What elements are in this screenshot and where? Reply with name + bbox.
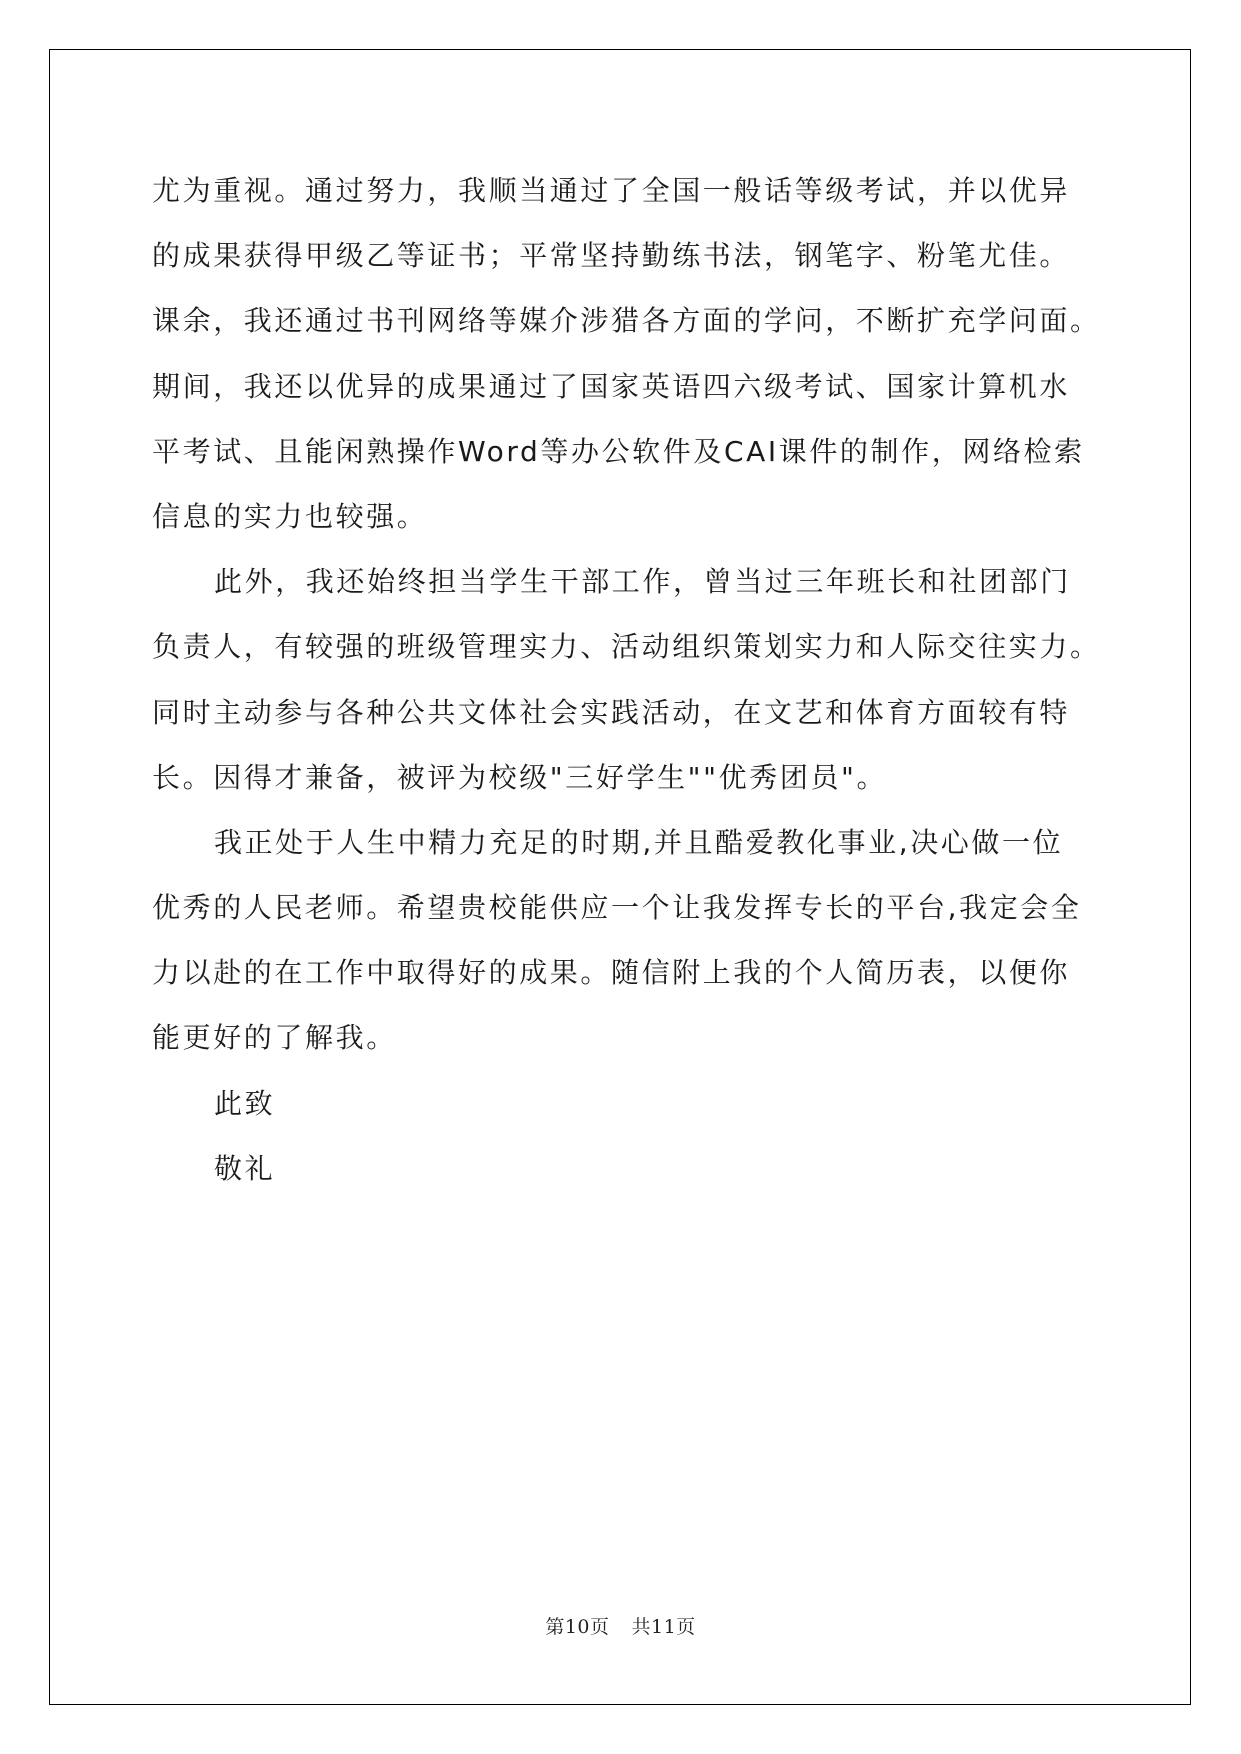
page-total: 共11页 [631,1616,696,1638]
text-line: 同时主动参与各种公共文体社会实践活动，在文艺和体育方面较有特 [152,695,1071,729]
closing-regards: 敬礼 [214,1151,276,1185]
text-line: 的成果获得甲级乙等证书；平常坚持勤练书法，钢笔字、粉笔尤佳。 [152,239,1071,273]
closing-salutation: 此致 [214,1086,276,1120]
page-footer [0,1612,1241,1639]
text-line: 长。因得才兼备，被评为校级"三好学生""优秀团员"。 [152,760,888,794]
text-line: 能更好的了解我。 [152,1021,397,1055]
text-line: 尤为重视。通过努力，我顺当通过了全国一般话等级考试，并以优异 [152,174,1071,207]
text-line: 期间，我还以优异的成果通过了国家英语四六级考试、国家计算机水 [152,369,1071,403]
text-line: 负责人，有较强的班级管理实力、活动组织策划实力和人际交往实力。 [152,630,1101,664]
document-body [152,158,1101,1201]
text-line: 平考试、且能闲熟操作Word等办公软件及CAI课件的制作，网络检索 [152,434,1085,468]
text-line: 优秀的人民老师。希望贵校能供应一个让我发挥专长的平台,我定会全 [152,891,1082,925]
text-line: 信息的实力也较强。 [152,499,428,533]
page-number: 第10页 [545,1616,610,1638]
text-line: 我正处于人生中精力充足的时期,并且酷爱教化事业,决心做一位 [214,825,1064,859]
text-line: 力以赴的在工作中取得好的成果。随信附上我的个人简历表，以便你 [152,956,1071,990]
text-line: 课余，我还通过书刊网络等媒介涉猎各方面的学问，不断扩充学问面。 [152,304,1101,338]
text-line: 此外，我还始终担当学生干部工作，曾当过三年班长和社团部门 [214,565,1071,599]
